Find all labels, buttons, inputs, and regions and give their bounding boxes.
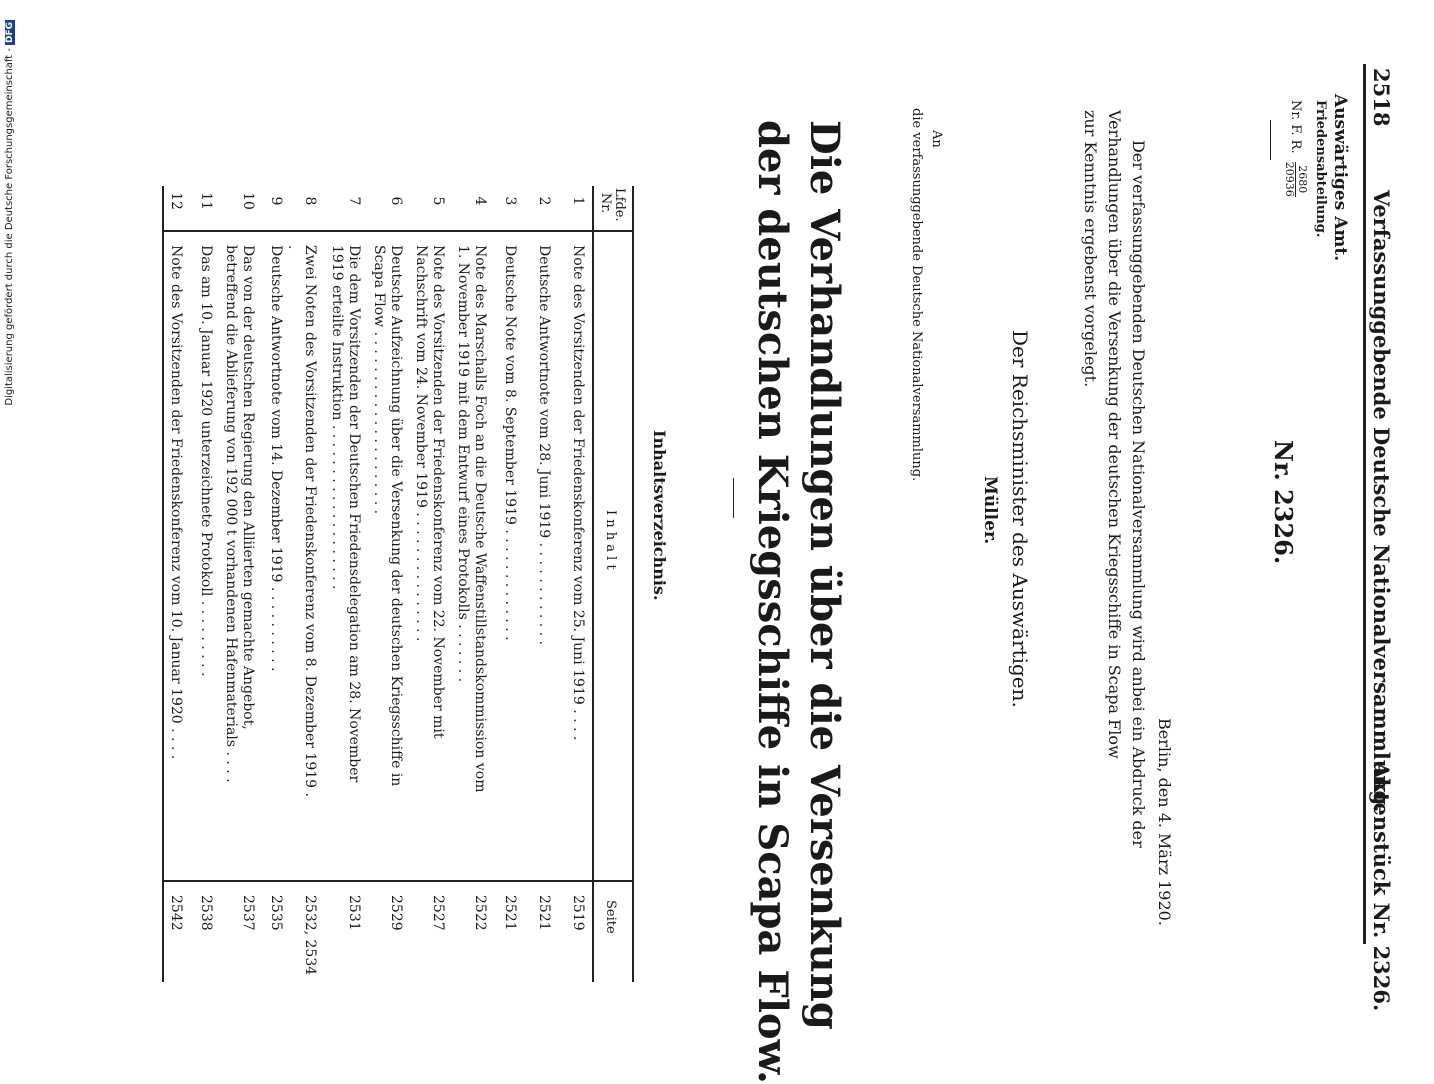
toc-row [278, 190, 318, 980]
file-reference [1283, 100, 1308, 197]
signature-role: Der Reichsminister des Auswärtigen. [1008, 330, 1032, 708]
main-title-line-2: der deutschen Kriegsschiffe in Scapa Flow. [749, 120, 796, 1084]
toc-row-page: 2535 [268, 895, 284, 931]
digitization-footer [4, 0, 22, 1000]
toc-row-text: Note des Marschalls Foch an die Deutsche Waffenstillstandskommission vom 1. November 1919 mit dem Entwurf eines Protokolls . . . . . . . [455, 245, 488, 793]
sender-rule [1270, 120, 1271, 160]
toc-row-page: 2542 [168, 895, 184, 931]
file-reference-fraction [1283, 162, 1308, 197]
addressee-prefix: An [929, 130, 944, 148]
toc-row-number: 10 [240, 192, 256, 210]
dfg-logo: DFG [5, 22, 15, 44]
toc-heading: Inhaltsverzeichnis. [650, 430, 669, 601]
toc-row [322, 190, 362, 980]
section-separator [733, 478, 734, 518]
toc-row-page: 2519 [570, 895, 586, 931]
place-date: Berlin, den 4. März 1920. [1155, 718, 1174, 926]
file-reference-denominator: 20936 [1283, 161, 1296, 197]
toc-top-rule [632, 186, 634, 982]
toc-row-page: 2529 [388, 895, 404, 931]
toc-row-number: 9 [268, 196, 284, 206]
toc-row-number: 12 [168, 192, 184, 210]
footer-caption: Digitalisierung gefördert durch die Deutsche Forschungsgemeinschaft - [4, 48, 15, 406]
letter-line-1: Der verfassunggebenden Deutschen Nationalversammlung wird anbei ein Abdruck der [1129, 140, 1148, 848]
toc-row-text: Das von der deutschen Regierung den Alliierten gemachte Angebot, betreffend die Ablieferung von 192 000 t vorhandenen Hafenmaterials . . . . [223, 245, 256, 783]
toc-row-page: 2532, 2534 [302, 895, 318, 976]
letter-line-3: zur Kenntnis ergebenst vorgelegt. [1081, 110, 1100, 388]
toc-row-number: 6 [388, 196, 404, 206]
toc-row-text: Note des Vorsitzenden der Friedenskonferenz vom 25. Juni 1919 . . . . [570, 245, 586, 741]
toc-row-page: 2521 [536, 895, 552, 931]
toc-row-text: Deutsche Antwortnote vom 28. Juni 1919 . . . . . . . . . . . . [536, 245, 552, 646]
toc-row-page: 2531 [346, 895, 362, 931]
document-number: Nr. 2326. [1269, 440, 1298, 565]
toc-row [406, 190, 446, 980]
main-title-line-1: Die Verhandlungen über die Versenkung [801, 120, 848, 1030]
toc-row-number: 11 [198, 192, 214, 210]
toc-row-text: Das am 10. Januar 1920 unterzeichnete Protokoll . . . . . . . . . [198, 245, 214, 677]
toc-row-number: 7 [346, 196, 362, 206]
toc-row-page: 2527 [430, 895, 446, 931]
toc-col-nr-line-1: Lfde. [612, 188, 627, 222]
toc-row [448, 190, 488, 980]
toc-row-number: 4 [472, 196, 488, 206]
toc-row [546, 190, 586, 980]
toc-col-page: Seite [603, 900, 618, 934]
toc-row [512, 190, 552, 980]
toc-row-number: 1 [570, 196, 586, 206]
toc-row-text: Deutsche Note vom 8. September 1919 . . . . . . . . . . . . . [502, 245, 518, 641]
toc-bottom-rule [162, 186, 164, 982]
sender-department: Friedensabteilung. [1313, 100, 1328, 238]
toc-row-number: 5 [430, 196, 446, 206]
running-title: Verfassunggebende Deutsche Nationalversammlung. [1369, 190, 1394, 813]
sender-office: Auswärtiges Amt. [1330, 94, 1350, 262]
toc-row-page: 2521 [502, 895, 518, 931]
letter-line-2: Verhandlungen über die Versenkung der deutschen Kriegsschiffe in Scapa Flow [1105, 110, 1124, 759]
page-number: 2518 [1369, 68, 1394, 127]
addressee-name: die verfassunggebende Deutsche Nationalversammlung. [909, 108, 924, 482]
toc-row-page: 2538 [198, 895, 214, 931]
toc-row-text: Zwei Noten des Vorsitzenden der Friedenskonferenz vom 8. Dezember 1919 . . [285, 245, 318, 797]
toc-col-nr [598, 188, 627, 222]
toc-row-text: Die dem Vorsitzenden der Deutschen Friedensdelegation am 28. November 1919 erteilte Instruktion . . . . . . . . . . . . . . . . . . . [329, 245, 362, 783]
toc-row-text: Deutsche Antwortnote vom 14. Dezember 1919 . . . . . . . . . . [268, 245, 284, 672]
toc-col-content: I n h a l t [603, 510, 618, 570]
signature-name: Müller. [980, 476, 1000, 545]
toc-row-page: 2537 [240, 895, 256, 931]
toc-row-number: 2 [536, 196, 552, 206]
toc-row-text: Deutsche Aufzeichnung über die Versenkung der deutschen Kriegsschiffe in Scapa Flow . . . . . . . . . . . . . . . . . . . . . [371, 245, 404, 787]
toc-header-rule [592, 186, 594, 982]
toc-rows [166, 190, 586, 980]
toc-col-nr-line-2: Nr. [598, 192, 613, 214]
toc-row-text: Note des Vorsitzenden der Friedenskonferenz vom 10. Januar 1920 . . . . [168, 245, 184, 760]
toc-row-page: 2522 [472, 895, 488, 931]
file-reference-numerator: 2680 [1295, 162, 1308, 197]
toc-row [216, 190, 256, 980]
toc-row-text: Note des Vorsitzenden der Friedenskonferenz vom 22. November mit Nachschrift vom 24. November 1919 . . . . . . . . . . . . . . . [413, 245, 446, 739]
toc-row [364, 190, 404, 980]
toc-row [144, 190, 184, 980]
file-reference-prefix: Nr. F. R. [1288, 100, 1303, 154]
toc-row-number: 8 [302, 196, 318, 206]
document-reference: Aktenstück Nr. 2326. [1369, 762, 1394, 1012]
toc-row-number: 3 [502, 196, 518, 206]
header-rule [1363, 64, 1366, 944]
footer-text [4, 20, 22, 980]
